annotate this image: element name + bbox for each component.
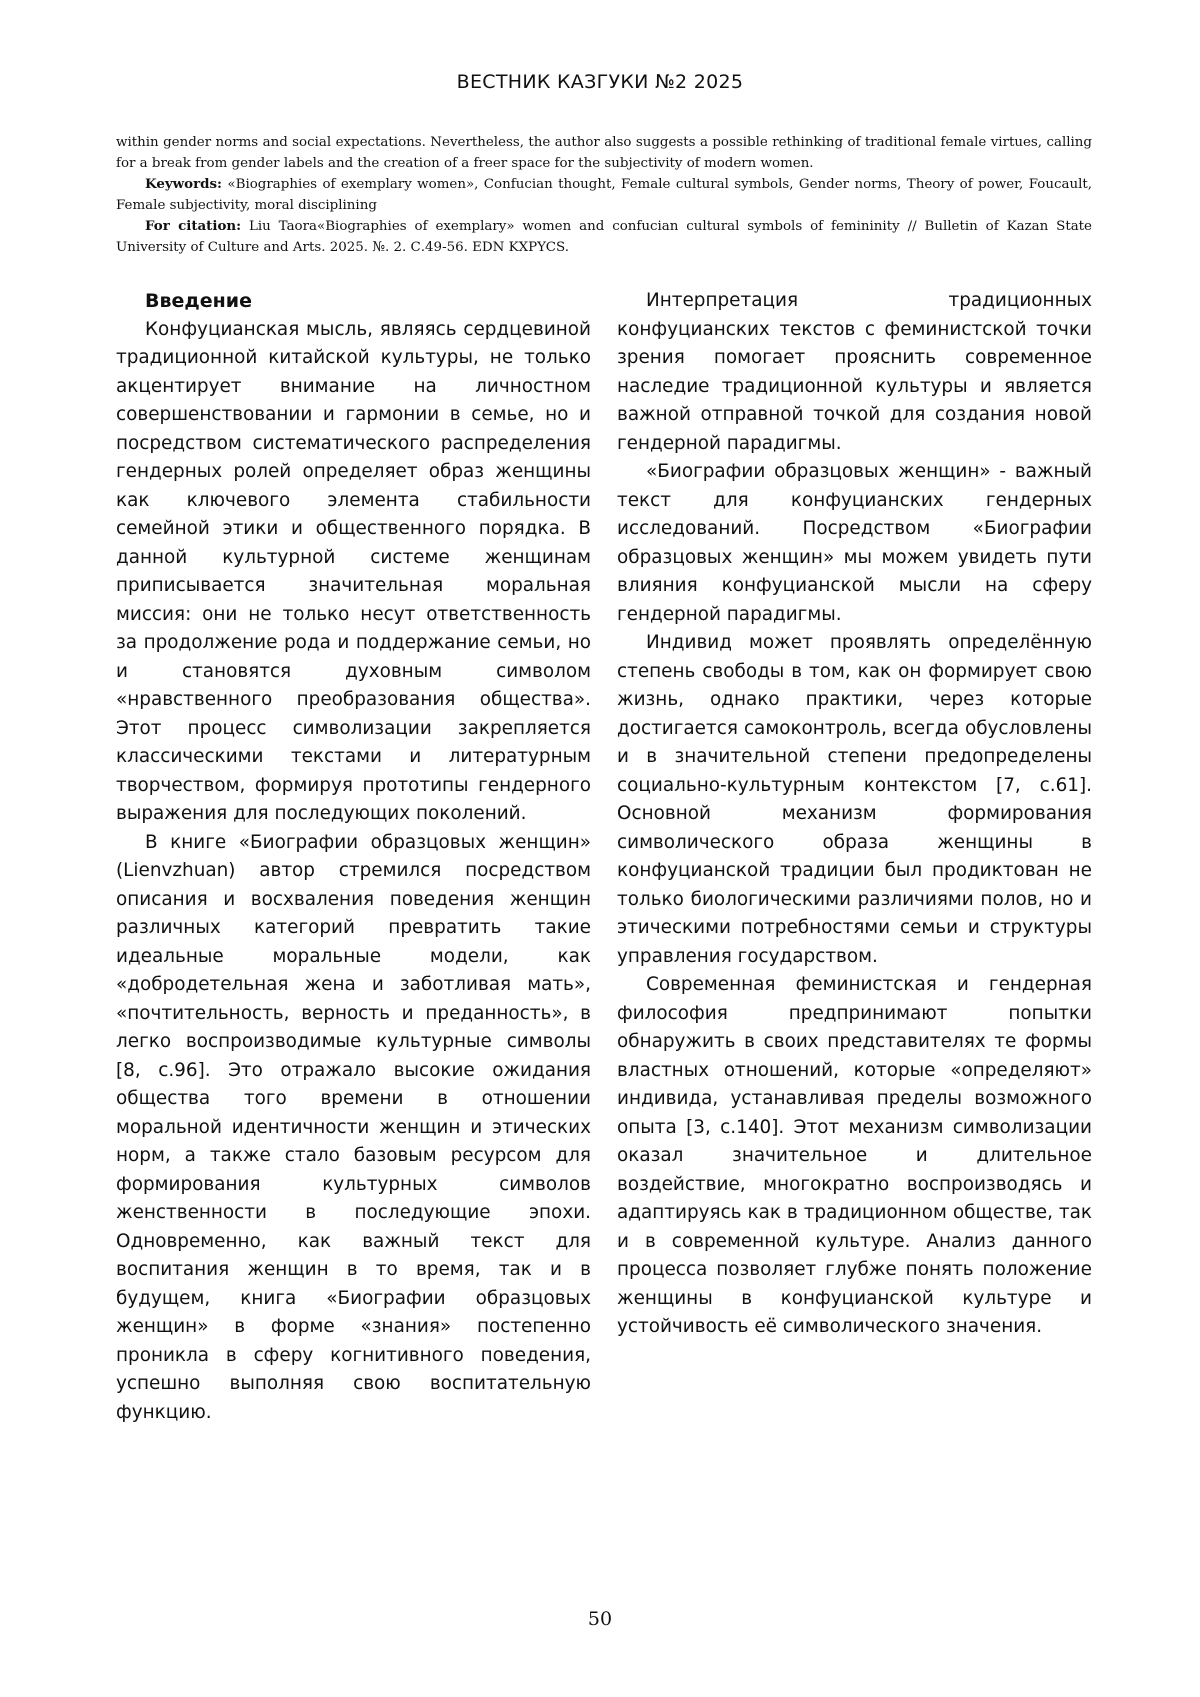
citation-label: For citation: bbox=[145, 218, 242, 234]
citation-text: Liu Taora«Biographies of exemplary» women and confucian cultural symbols of femininity // Bulletin of Kazan State University of Culture and Arts. 2025. №. 2. С.49-56. EDN KXPYCS. bbox=[116, 219, 1092, 255]
left-column bbox=[116, 287, 591, 1427]
keywords-text: «Biographies of exemplary women», Confucian thought, Female cultural symbols, Gender norms, Theory of power, Foucault, Female subjectivity, moral disciplining bbox=[116, 177, 1092, 213]
section-heading: Введение bbox=[145, 290, 252, 312]
body-paragraph: Индивид может проявлять определённую степень свободы в том, как он формирует свою жизнь, однако практики, через которые достигается самоконтроль, всегда обусловлены и в значительной степени предопределены социально-культурным контекстом [7, с.61]. Основной механизм формирования символического образа женщины в конфуцианской традиции был продиктован не только биологическими различиями полов, но и этическими потребностями семьи и структуры управления государством. bbox=[617, 632, 1092, 967]
keywords-label: Keywords: bbox=[145, 176, 223, 192]
journal-header: ВЕСТНИК КАЗГУКИ №2 2025 bbox=[456, 71, 744, 93]
abstract-block bbox=[116, 133, 1092, 258]
keywords-line bbox=[116, 174, 1092, 216]
body-paragraph: Интерпретация традиционных конфуцианских текстов с феминистской точки зрения помогает прояснить современное наследие традиционной культуры и является важной отправной точкой для создания новой гендерной парадигмы. bbox=[617, 290, 1092, 454]
body-paragraph: Конфуцианская мысль, являясь сердцевиной традиционной китайской культуры, не только акцентирует внимание на личностном совершенствовании и гармонии в семье, но и посредством систематического распределения гендерных ролей определяет образ женщины как ключевого элемента стабильности семейной этики и общественного порядка. В данной культурной системе женщинам приписывается значительная моральная миссия: они не только несут ответственность за продолжение рода и поддержание семьи, но и становятся духовным символом «нравственного преобразования общества». Этот процесс символизации закрепляется классическими текстами и литературным творчеством, формируя прототипы гендерного выражения для последующих поколений. bbox=[116, 318, 591, 824]
citation-line bbox=[116, 216, 1092, 258]
right-column bbox=[617, 287, 1092, 1342]
body-paragraph: Современная феминистская и гендерная философия предпринимают попытки обнаружить в своих представителях те формы властных отношений, которые «определяют» индивида, устанавливая пределы возможного опыта [3, с.140]. Этот механизм символизации оказал значительное и длительное воздействие, многократно воспроизводясь и адаптируясь как в традиционном обществе, так и в современной культуре. Анализ данного процесса позволяет глубже понять положение женщины в конфуцианской культуре и устойчивость её символического значения. bbox=[617, 974, 1092, 1337]
body-paragraph: В книге «Биографии образцовых женщин» (Lienvzhuan) автор стремился посредством описания и восхваления поведения женщин различных категорий превратить такие идеальные моральные модели, как «добродетельная жена и заботливая мать», «почтительность, верность и преданность», в легко воспроизводимые культурные символы [8, с.96]. Это отражало высокие ожидания общества того времени в отношении моральной идентичности женщин и этических норм, а также стало базовым ресурсом для формирования культурных символов женственности в последующие эпохи. Одновременно, как важный текст для воспитания женщин в то время, так и в будущем, книга «Биографии образцовых женщин» в форме «знания» постепенно проникла в сферу когнитивного поведения, успешно выполняя свою воспитательную функцию. bbox=[116, 831, 591, 1423]
body-paragraph: «Биографии образцовых женщин» - важный текст для конфуцианских гендерных исследований. Посредством «Биографии образцовых женщин» мы можем увидеть пути влияния конфуцианской мысли на сферу гендерной парадигмы. bbox=[617, 461, 1092, 625]
abstract-continuation: within gender norms and social expectations. Nevertheless, the author also suggests a possible rethinking of traditional female virtues, calling for a break from gender labels and the creation of a freer space for the subjectivity of modern women. bbox=[116, 135, 1092, 171]
page-number: 50 bbox=[587, 1608, 613, 1630]
